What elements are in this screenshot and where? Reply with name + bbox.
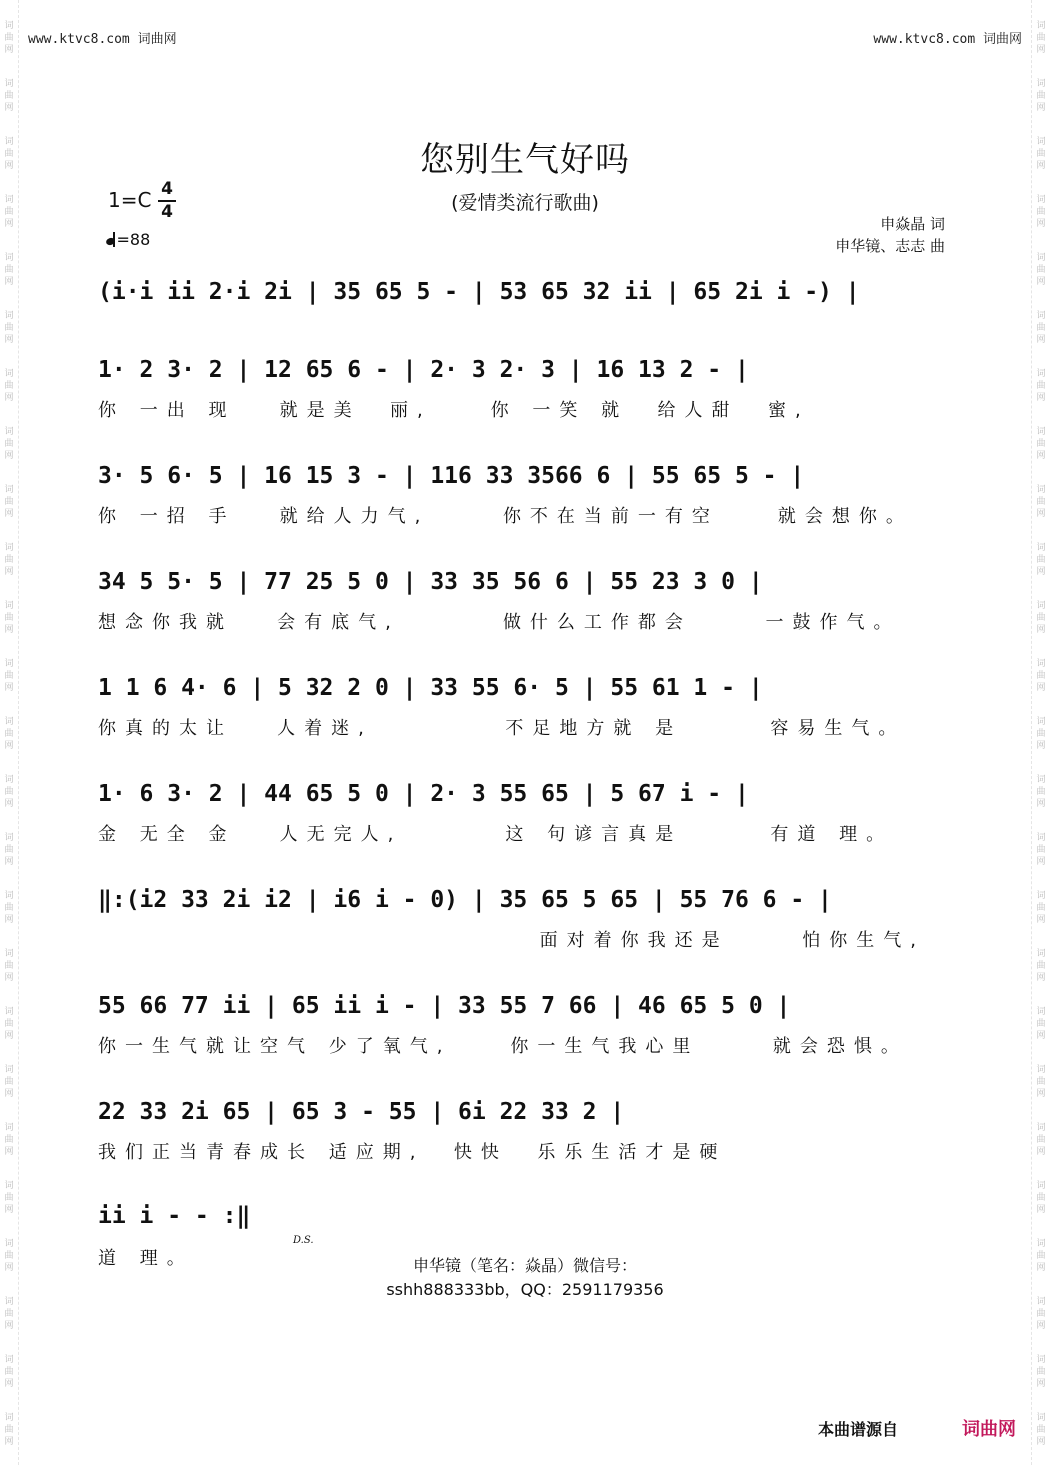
side-watermark-mark: 词 曲 网 — [4, 21, 14, 55]
side-watermark-mark: 词 曲 网 — [4, 369, 14, 403]
side-watermark-mark: 词 曲 网 — [4, 79, 14, 113]
side-watermark-mark: 词 曲 网 — [1036, 21, 1046, 55]
score-line: 1· 2 3· 2 | 12 65 6 - | 2· 3 2· 3 | 16 13 2 - | — [98, 357, 749, 383]
lyric-line: 想念你我就 会有底气, 做什么工作都会 一鼓作气。 — [98, 612, 901, 633]
score-line: ‖:(i2 33 2i i2 | i6 i - 0) | 35 65 5 65 | 55 76 6 - | — [98, 887, 832, 913]
top-right-watermark: www.ktvc8.com 词曲网 — [873, 32, 1022, 47]
song-subtitle: (爱情类流行歌曲) — [451, 192, 599, 214]
time-signature-bottom: 4 — [161, 202, 173, 222]
side-watermark-mark: 词 曲 网 — [1036, 253, 1046, 287]
side-watermark-mark: 词 曲 网 — [4, 949, 14, 983]
score-line: 55 66 77 ii | 65 ii i - | 33 55 7 66 | 46 65 5 0 | — [98, 993, 791, 1019]
side-watermark-mark: 词 曲 网 — [1036, 659, 1046, 693]
footer-source-label: 本曲谱源自 — [818, 1420, 899, 1439]
side-watermark-mark: 词 曲 网 — [1036, 833, 1046, 867]
lyric-line: 面对着你我还是 怕你生气, — [98, 930, 925, 951]
side-watermark-mark: 词 曲 网 — [1036, 775, 1046, 809]
side-watermark-mark: 词 曲 网 — [4, 485, 14, 519]
side-watermark-mark: 词 曲 网 — [4, 543, 14, 577]
side-watermark-mark: 词 曲 网 — [1036, 1007, 1046, 1041]
time-signature-top: 4 — [161, 179, 173, 199]
side-watermark-mark: 词 曲 网 — [1036, 485, 1046, 519]
side-watermark-mark: 词 曲 网 — [1036, 1181, 1046, 1215]
lyric-line: 你 一出 现 就是美 丽, 你 一笑 就 给人甜 蜜, — [98, 400, 810, 421]
side-watermark-mark: 词 曲 网 — [4, 1007, 14, 1041]
side-watermark-mark: 词 曲 网 — [1036, 1355, 1046, 1389]
footer-brand-logo[interactable]: 词曲网 — [962, 1419, 1016, 1440]
side-watermark-mark: 词 曲 网 — [1036, 543, 1046, 577]
side-watermark-mark: 词 曲 网 — [1036, 79, 1046, 113]
side-watermark-mark: 词 曲 网 — [1036, 1239, 1046, 1273]
side-watermark-mark: 词 曲 网 — [1036, 1065, 1046, 1099]
side-watermark-mark: 词 曲 网 — [4, 1123, 14, 1157]
side-watermark-mark: 词 曲 网 — [4, 833, 14, 867]
score-line: 1· 6 3· 2 | 44 65 5 0 | 2· 3 55 65 | 5 67 i - | — [98, 781, 749, 807]
lyric-line: 道 理。 — [98, 1248, 194, 1269]
side-watermark-mark: 词 曲 网 — [4, 1181, 14, 1215]
contact-line-1: 申华镜（笔名：焱晶）微信号： — [412, 1256, 637, 1275]
side-watermark-mark: 词 曲 网 — [1036, 949, 1046, 983]
lyric-line: 金 无全 金 人无完人, 这 句谚言真是 有道 理。 — [98, 824, 894, 845]
side-watermark-mark: 词 曲 网 — [4, 1355, 14, 1389]
lyric-line: 你 一招 手 就给人力气, 你不在当前一有空 就会想你。 — [98, 506, 913, 527]
side-watermark-mark: 词 曲 网 — [4, 1297, 14, 1331]
score-line: ii i - - :‖ — [98, 1203, 251, 1229]
side-watermark-mark: 词 曲 网 — [4, 775, 14, 809]
side-watermark-mark: 词 曲 网 — [4, 137, 14, 171]
score-line: 34 5 5· 5 | 77 25 5 0 | 33 35 56 6 | 55 23 3 0 | — [98, 569, 763, 595]
tempo-marking — [106, 230, 150, 249]
side-watermark-mark: 词 曲 网 — [1036, 717, 1046, 751]
side-watermark-mark: 词 曲 网 — [4, 601, 14, 635]
side-watermark-mark: 词 曲 网 — [4, 427, 14, 461]
lyric-line: 你真的太让 人着迷, 不足地方就 是 容易生气。 — [98, 718, 906, 739]
side-watermark-mark: 词 曲 网 — [1036, 1297, 1046, 1331]
side-watermark-mark: 词 曲 网 — [1036, 1413, 1046, 1447]
side-watermark-mark: 词 曲 网 — [4, 1065, 14, 1099]
lyric-line: 我们正当青春成长 适应期, 快快 乐乐生活才是硬 — [98, 1142, 727, 1163]
side-watermark-mark: 词 曲 网 — [1036, 195, 1046, 229]
key-signature: 1=C — [108, 188, 152, 212]
side-watermark-mark: 词 曲 网 — [1036, 1123, 1046, 1157]
score-line: 1 1 6 4· 6 | 5 32 2 0 | 33 55 6· 5 | 55 61 1 - | — [98, 675, 763, 701]
side-watermark-mark: 词 曲 网 — [4, 195, 14, 229]
side-watermark-mark: 词 曲 网 — [1036, 891, 1046, 925]
contact-line-2: sshh888333bb，QQ：2591179356 — [386, 1280, 664, 1299]
side-watermark-mark: 词 曲 网 — [4, 1413, 14, 1447]
left-watermark-strip — [0, 0, 19, 1465]
side-watermark-mark: 词 曲 网 — [4, 659, 14, 693]
right-watermark-strip — [1031, 0, 1050, 1465]
side-watermark-mark: 词 曲 网 — [4, 253, 14, 287]
tempo-value: =88 — [116, 230, 151, 249]
side-watermark-mark: 词 曲 网 — [4, 311, 14, 345]
lyric-line: 你一生气就让空气 少了氧气, 你一生气我心里 就会恐惧。 — [98, 1036, 908, 1057]
score-line: (i·i ii 2·i 2i | 35 65 5 - | 53 65 32 ii | 65 2i i -) | — [98, 279, 860, 305]
side-watermark-mark: 词 曲 网 — [1036, 311, 1046, 345]
top-left-watermark: www.ktvc8.com 词曲网 — [28, 32, 177, 47]
side-watermark-mark: 词 曲 网 — [4, 717, 14, 751]
side-watermark-mark: 词 曲 网 — [4, 1239, 14, 1273]
side-watermark-mark: 词 曲 网 — [1036, 369, 1046, 403]
time-signature — [158, 180, 176, 222]
side-watermark-mark: 词 曲 网 — [1036, 601, 1046, 635]
ds-mark: D.S. — [293, 1235, 314, 1246]
score-line: 22 33 2i 65 | 65 3 - 55 | 6i 22 33 2 | — [98, 1099, 625, 1125]
song-title: 您别生气好吗 — [420, 140, 630, 180]
side-watermark-mark: 词 曲 网 — [1036, 137, 1046, 171]
side-watermark-mark: 词 曲 网 — [4, 891, 14, 925]
lyricist-credit: 申焱晶 词 — [880, 215, 945, 233]
score-line: 3· 5 6· 5 | 16 15 3 - | 116 33 3566 6 | 55 65 5 - | — [98, 463, 805, 489]
composer-credit: 申华镜、志志 曲 — [835, 237, 945, 255]
side-watermark-mark: 词 曲 网 — [1036, 427, 1046, 461]
